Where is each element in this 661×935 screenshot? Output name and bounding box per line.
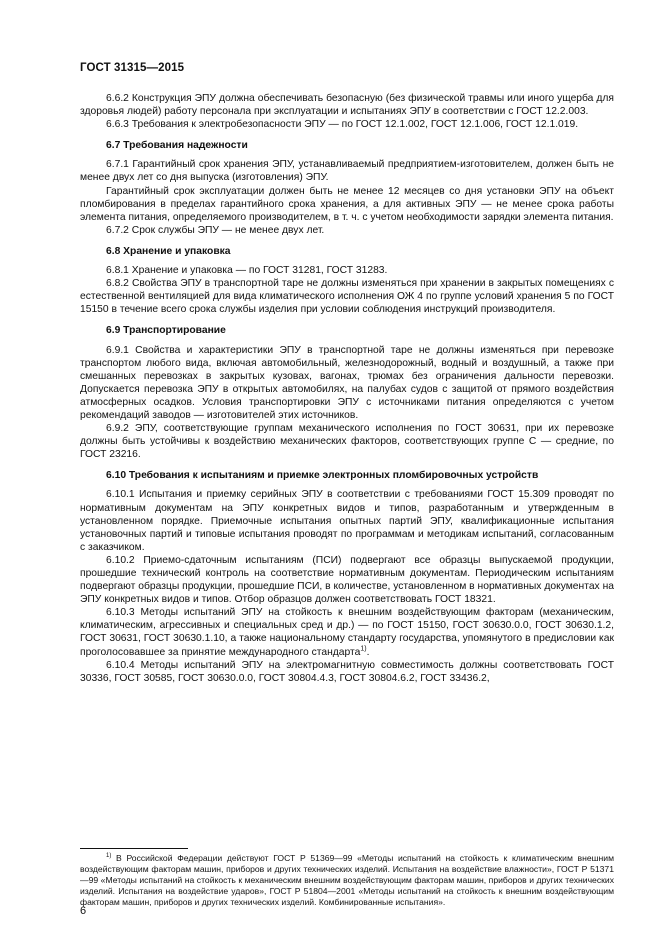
section-heading bbox=[80, 469, 614, 482]
paragraph bbox=[80, 606, 614, 658]
text: 6.6.3 Требования к электробезопасности ЭПУ — по ГОСТ 12.1.002, ГОСТ 12.1.006, ГОСТ 12.1.019. bbox=[106, 119, 579, 131]
document-header: ГОСТ 31315—2015 bbox=[80, 62, 185, 74]
text: 6.8.2 Свойства ЭПУ в транспортной таре не должны изменяться при хранении в закрытых помещениях с естественной вентиляцией для вида климатического исполнения ОЖ 4 по группе условий хранения 5 по ГОСТ 15150 в течение всего срока службы изделия при условии соблюдения инструкций производителя. bbox=[80, 278, 614, 316]
text: 6.8.1 Хранение и упаковка — по ГОСТ 31281, ГОСТ 31283. bbox=[106, 265, 388, 277]
text: 6.7.2 Срок службы ЭПУ — не менее двух лет. bbox=[106, 224, 325, 236]
text: 6.10 Требования к испытаниям и приемке электронных пломбировочных устройств bbox=[106, 470, 539, 482]
text: 6.10.1 Испытания и приемку серийных ЭПУ в соответствии с требованиями ГОСТ 15.309 проводят по нормативным документам на ЭПУ конкретных видов и типов, разработанным и утвержденным в установленном порядке. Приемочные испытания опытных партий ЭПУ, квалификационные испытания установочных партий и типовые испытания проводят по программам и методикам испытаний, согласованным с заказчиком. bbox=[80, 489, 614, 553]
paragraph bbox=[80, 554, 614, 606]
text: 6.6.2 Конструкция ЭПУ должна обеспечивать безопасную (без физической травмы или иного ущерба для здоровья людей) работу персонала при эксплуатации и испытаниях ЭПУ в соответствии с ГОСТ 12.2.003. bbox=[80, 93, 614, 118]
section-heading bbox=[80, 139, 614, 152]
text: 6.9 Транспортирование bbox=[106, 325, 226, 337]
text: 6.10.4 Методы испытаний ЭПУ на электромагнитную совместимость должны соответствовать ГОСТ 30336, ГОСТ 30585, ГОСТ 30630.0.0, ГОСТ 30804.4.3, ГОСТ 30804.6.2, ГОСТ 33436.2, bbox=[80, 659, 614, 684]
paragraph bbox=[80, 488, 614, 553]
page-number: 6 bbox=[80, 905, 87, 917]
section-heading bbox=[80, 324, 614, 337]
text: 6.10.3 Методы испытаний ЭПУ на стойкость к внешним воздействующим факторам (механическим, климатическим, агрессивных и специальных сред и др.) — по ГОСТ 15150, ГОСТ 30630.0.0, ГОСТ 30630.1.2, ГОСТ 30631, ГОСТ 30630.1.10, а также национальному стандарту государства, упомянутого в предисловии как проголосовавшее за принятие международного стандарта bbox=[80, 607, 614, 658]
paragraph bbox=[80, 185, 614, 224]
text: 6.7 Требования надежности bbox=[106, 140, 248, 152]
paragraph bbox=[80, 344, 614, 423]
footnote-marker: 1) bbox=[106, 853, 112, 860]
document-body bbox=[80, 92, 614, 685]
paragraph bbox=[80, 224, 614, 237]
text: 6.8 Хранение и упаковка bbox=[106, 245, 231, 257]
text: 6.9.2 ЭПУ, соответствующие группам механического исполнения по ГОСТ 30631, при их перевозке должны быть устойчивы к воздействию механических факторов, соответствующих группе С — средние, по ГОСТ 23216. bbox=[80, 423, 614, 461]
paragraph bbox=[80, 659, 614, 685]
footnote-divider bbox=[80, 848, 188, 849]
paragraph bbox=[80, 118, 614, 131]
paragraph bbox=[80, 92, 614, 118]
text: 6.7.1 Гарантийный срок хранения ЭПУ, устанавливаемый предприятием-изготовителем, должен быть не менее двух лет со дня выпуска (изготовления) ЭПУ. bbox=[80, 159, 614, 184]
footnote-reference: 1) bbox=[360, 645, 367, 653]
paragraph bbox=[80, 277, 614, 316]
paragraph bbox=[80, 264, 614, 277]
paragraph bbox=[80, 422, 614, 461]
paragraph bbox=[80, 158, 614, 184]
section-heading bbox=[80, 245, 614, 258]
text: 6.9.1 Свойства и характеристики ЭПУ в транспортной таре не должны изменяться при перевозке транспортом любого вида, включая автомобильный, железнодорожный, водный и воздушный, а также при смешанных перевозках в закрытых кузовах, вагонах, трюмах без ограничения дальности перевозки. Допускается перевозка ЭПУ в открытых автомобилях, на палубах судов с защитой от прямого воздействия атмосферных осадков. Условия транспортировки ЭПУ с источниками питания определяются с учетом рекомендаций заводов — изготовителей этих источников. bbox=[80, 344, 614, 421]
footnote-text: В Российской Федерации действуют ГОСТ Р 51369—99 «Методы испытаний на стойкость к климатическим внешним воздействующим факторам машин, приборов и других технических изделий. Испытания на воздействие влажности», ГОСТ Р 51371—99 «Методы испытаний на стойкость к механическим внешним воздействующим факторам машин, приборов и других технических изделий. Испытания на воздействие ударов», ГОСТ Р 51804—2001 «Методы испытаний на стойкость к внешним воздействующим факторам машин, приборов и других технических изделий. Комбинированные испытания». bbox=[80, 853, 614, 907]
text: Гарантийный срок эксплуатации должен быть не менее 12 месяцев со дня установки ЭПУ на объект пломбирования в пределах гарантийного срока хранения, а для активных ЭПУ — не менее срока работы элемента питания, определяемого производителем, в т. ч. с учетом необходимости зарядки элемента питания. bbox=[80, 185, 614, 223]
text-tail: . bbox=[366, 646, 370, 658]
footnote bbox=[80, 853, 614, 908]
text: 6.10.2 Приемо-сдаточным испытаниям (ПСИ) подвергают все образцы выпускаемой продукции, прошедшие технический контроль на соответствие нормативным документам. Периодическим испытаниям подвергают образцы продукции, прошедшие ПСИ, в количестве, установленном в нормативных документах на ЭПУ конкретных видов и типов. Отбор образцов должен соответствовать ГОСТ 18321. bbox=[80, 554, 614, 606]
